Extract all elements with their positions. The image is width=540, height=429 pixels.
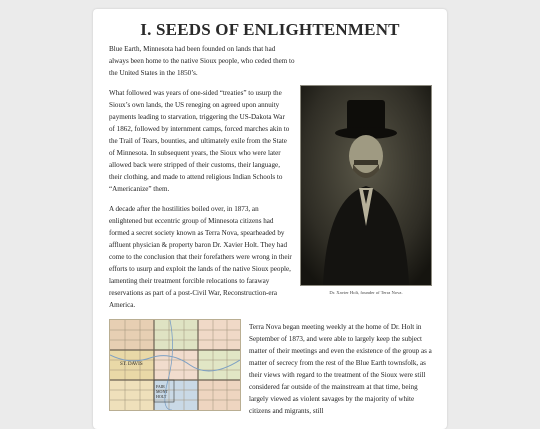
portrait-photo [300,85,432,286]
map-label-2: FAIR [156,384,165,389]
portrait-figure [300,85,432,295]
page-title: I. SEEDS OF ENLIGHTENMENT [140,20,400,39]
paragraph-3: A decade after the hostilities boiled over, in 1873, an enlightened but eccentric group of Minnesota citizens had formed a secret society known as Terra Nova, spearheaded by affluent physician & property baron Dr. Xavier Holt. They had come to the conclusion that their forefathers were wrong in their efforts to usurp and exploit the lands of the native Sioux people, lamenting their treatment forcible relocations to faraway reservations as part of a post-Civil War, Reconstruction-era America. [109,205,292,309]
paragraph-2: What followed was years of one-sided “treaties” to usurp the Sioux’s own lands, the US reneging on agreed upon annuity payments leading to starvation, triggering the US-Dakota War of 1862, followed by internment camps, forced marches akin to the Trail of Tears, bounties, and ultimately exile from the State of Minnesota. In subsequent years, the Sioux who were later allowed back were stripped of their customs, their language, their clothing, and made to attend religious Indian Schools to “Americanize” them. [109,89,290,193]
paragraph-1: Blue Earth, Minnesota had been founded on lands that had always been home to the native Sioux people, who ceded them to the United States in the 1850’s. [109,45,295,77]
county-map [110,320,240,410]
portrait-image [301,86,431,285]
map-label-1: ST. DAVIS [120,362,143,367]
article-body [109,43,432,417]
map-label-3: MONT [156,389,168,394]
map-label-4: HOLT [156,394,167,399]
map-image [109,319,241,411]
paragraph-4: Terra Nova began meeting weekly at the home of Dr. Holt in September of 1873, and were able to largely keep the subject matter of their meetings and even the existence of the group as a matter of secrecy from the rest of the Blue Earth townsfolk, as their views with regard to the treatment of the Sioux were still considered far outside of the mainstream at that time, being largely viewed as violent savages by the majority of white citizens and migrants, still [249,323,432,415]
article-card [93,9,447,429]
portrait-caption: Dr. Xavier Holt, founder of Terra Nova. [329,290,403,295]
